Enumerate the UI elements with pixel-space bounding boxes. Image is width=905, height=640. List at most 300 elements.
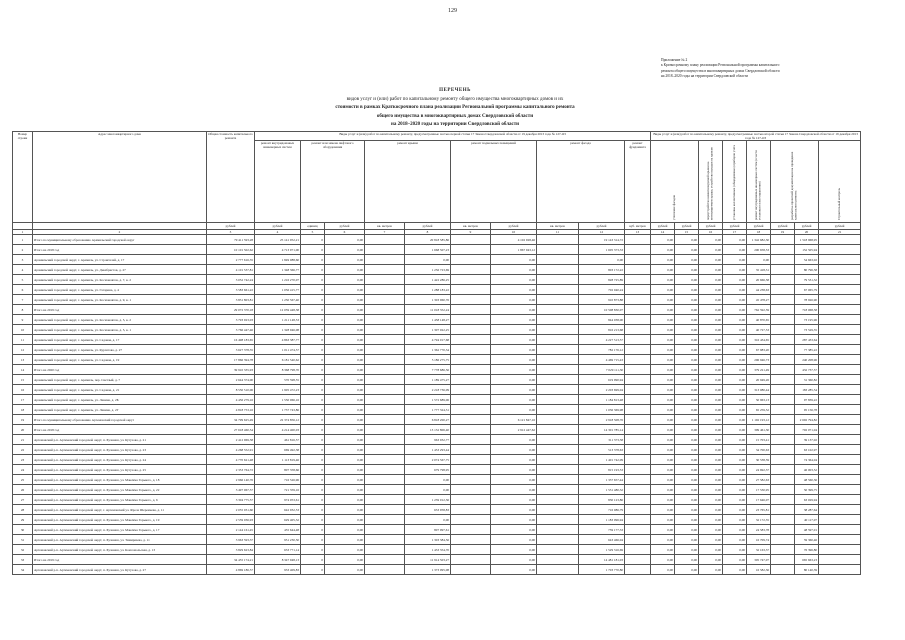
row-value	[365, 525, 405, 535]
header-num: Номер строки	[13, 132, 33, 223]
row-value: 25 141 952,21	[255, 235, 301, 245]
row-number: 18	[13, 405, 33, 415]
row-value	[451, 535, 491, 545]
row-value	[365, 285, 405, 295]
row-value: 0,00	[723, 365, 747, 375]
row-value: 0,00	[491, 555, 537, 565]
row-number: 17	[13, 395, 33, 405]
row-value: 1 572 689,06	[405, 395, 451, 405]
appendix-note	[661, 58, 851, 80]
row-value: 34 455 174,21	[207, 555, 255, 565]
row-value: 679 798,95	[405, 465, 451, 475]
row-value: 0,00	[675, 285, 699, 295]
row-value	[537, 475, 579, 485]
row-value	[365, 465, 405, 475]
row-value: 0,00	[699, 285, 723, 295]
row-value: 0	[301, 265, 325, 275]
table-row	[13, 365, 861, 375]
row-value	[451, 315, 491, 325]
row-value: 0,00	[325, 375, 365, 385]
row-value: 0,00	[491, 325, 537, 335]
table-row	[13, 495, 861, 505]
row-value: 4 227 513,57	[579, 335, 625, 345]
row-value: 951 230,50	[255, 535, 301, 545]
row-value: 14 301 785,14	[579, 425, 625, 435]
row-value: 76 396,80	[795, 545, 819, 555]
unit-cell: рублей	[651, 223, 675, 230]
row-value: 79 411 593,28	[207, 235, 255, 245]
row-value	[625, 475, 651, 485]
row-value: 8 550 510,06	[207, 385, 255, 395]
row-value: 0,00	[723, 245, 747, 255]
row-value: 0	[301, 405, 325, 415]
row-value: 1 867 943,12	[491, 245, 537, 255]
row-value	[625, 415, 651, 425]
unit-cell: куб. метров	[625, 223, 651, 230]
row-value: 0,00	[723, 425, 747, 435]
row-value: 0,00	[699, 555, 723, 565]
row-value: 0,00	[675, 535, 699, 545]
unit-cell: рублей	[795, 223, 819, 230]
row-value: 0,00	[675, 415, 699, 425]
row-value: 0	[301, 295, 325, 305]
row-value	[451, 435, 491, 445]
row-value	[451, 355, 491, 365]
row-value: 0,00	[723, 305, 747, 315]
row-value: 2 203 699,04	[579, 385, 625, 395]
row-value	[365, 245, 405, 255]
row-value: 1 328 946,08	[255, 325, 301, 335]
table-row	[13, 385, 861, 395]
row-value	[771, 555, 795, 565]
table-row	[13, 465, 861, 475]
row-value: 0,00	[675, 365, 699, 375]
table-row	[13, 315, 861, 325]
row-value	[537, 335, 579, 345]
row-value	[537, 405, 579, 415]
header-group1: Виды услуг и (или) работ по капитальному ремонту, предусмотренные частью первой статьи 17 Закона Свердловской области от 19 декабря 2013 года № 127-ОЗ	[255, 132, 651, 141]
row-value: 80 140,39	[795, 565, 819, 575]
row-value: 0,00	[325, 415, 365, 425]
row-value: 16 498 183,65	[207, 335, 255, 345]
row-value: 3 583 661,22	[207, 285, 255, 295]
row-value	[537, 525, 579, 535]
row-value: 0,00	[723, 235, 747, 245]
row-value: 0	[301, 285, 325, 295]
row-value	[625, 235, 651, 245]
row-value: 0	[301, 375, 325, 385]
row-value: 0	[301, 545, 325, 555]
row-value: 0,00	[675, 305, 699, 315]
row-value: 1 303 960,76	[405, 295, 451, 305]
row-value: 32 172,35	[747, 515, 771, 525]
row-value	[365, 375, 405, 385]
row-value: 4 869 186,57	[207, 565, 255, 575]
row-value	[365, 335, 405, 345]
row-value	[771, 455, 795, 465]
row-value: 4 863 387,77	[255, 335, 301, 345]
document-title	[205, 87, 705, 130]
title-line: стоимости в рамках Краткосрочного плана реализации Региональной программы капитального ремонта	[335, 105, 575, 111]
unit-cell: рублей	[675, 223, 699, 230]
row-value	[771, 365, 795, 375]
column-number: 8	[405, 230, 451, 235]
row-value: 718 068,58	[795, 305, 819, 315]
row-value: 803 172,22	[579, 265, 625, 275]
row-value: 2 918 508,76	[579, 415, 625, 425]
unit-cell: рублей	[491, 223, 537, 230]
row-value: 152 505,94	[795, 245, 819, 255]
row-value: 0	[301, 255, 325, 265]
row-number: 5	[13, 275, 33, 285]
header-sub: ремонт крыши	[365, 141, 451, 223]
row-address: Арамильский городской округ, г. Арамиль, ул. Космонавтов, д. 7, к. 2	[33, 275, 207, 285]
row-value: 19 143 314,72	[579, 235, 625, 245]
row-value: 0,00	[675, 325, 699, 335]
row-value	[537, 435, 579, 445]
table-row	[13, 415, 861, 425]
row-value: 4 101 537,81	[207, 265, 255, 275]
row-value: 0,00	[723, 325, 747, 335]
row-value: 65 259,52	[747, 405, 771, 415]
row-value	[451, 235, 491, 245]
row-value: 40 117,07	[795, 515, 819, 525]
row-number: 34	[13, 565, 33, 575]
row-value: 716 086,79	[579, 505, 625, 515]
row-value: 0,00	[491, 455, 537, 465]
row-value: 0,00	[675, 525, 699, 535]
row-value: 16 582,36	[747, 565, 771, 575]
row-number: 7	[13, 295, 33, 305]
row-value: 0,00	[651, 365, 675, 375]
row-number: 6	[13, 285, 33, 295]
row-value	[819, 485, 861, 495]
row-value: 0,00	[651, 435, 675, 445]
row-value: 0,00	[651, 565, 675, 575]
row-value: 4 770 621,48	[207, 455, 255, 465]
row-value: 1 239 012,36	[405, 495, 451, 505]
row-value	[451, 265, 491, 275]
row-value: 0,00	[699, 395, 723, 405]
row-value: 0	[301, 345, 325, 355]
row-value: 0,00	[325, 455, 365, 465]
row-value	[451, 465, 491, 475]
row-value	[365, 505, 405, 515]
table-row	[13, 375, 861, 385]
row-value: 669 492,38	[255, 445, 301, 455]
row-value: 0,00	[651, 495, 675, 505]
row-value	[771, 345, 795, 355]
unit-cell	[13, 223, 33, 230]
row-value: 0,00	[491, 405, 537, 415]
row-value	[819, 305, 861, 315]
row-value: 1 216 270,07	[255, 275, 301, 285]
row-value	[819, 335, 861, 345]
row-value	[451, 395, 491, 405]
column-number: 16	[699, 230, 723, 235]
row-value	[365, 265, 405, 275]
row-value: 0	[301, 415, 325, 425]
row-value: 48 597,01	[795, 525, 819, 535]
table-row	[13, 435, 861, 445]
header-vertical-text: переустройство невентилируемой крыши на вентилируемую крышу, устройство выходов на кровлю	[706, 147, 714, 220]
row-value	[625, 385, 651, 395]
row-value: 0,00	[651, 335, 675, 345]
row-value: 8 347 948,13	[255, 555, 301, 565]
row-value: 0,00	[325, 385, 365, 395]
row-value: 0,00	[723, 515, 747, 525]
row-value: 0,00	[325, 295, 365, 305]
row-value	[819, 395, 861, 405]
row-value	[625, 505, 651, 515]
row-address: Артемовский р.п. Артемовский городской округ, п. Буланаш, ул. Максима Горького, д. 6	[33, 495, 207, 505]
row-value: 0,00	[723, 545, 747, 555]
row-value	[537, 395, 579, 405]
row-value	[537, 465, 579, 475]
row-value: 0,00	[651, 535, 675, 545]
row-value	[537, 315, 579, 325]
row-value: 80 796,58	[795, 265, 819, 275]
row-value	[625, 455, 651, 465]
row-value: 807 358,66	[255, 465, 301, 475]
row-value: 0	[301, 525, 325, 535]
row-value	[819, 265, 861, 275]
row-number: 33	[13, 555, 33, 565]
row-value	[365, 455, 405, 465]
row-value: 0,00	[651, 295, 675, 305]
row-value	[451, 305, 491, 315]
row-value: 0,00	[325, 495, 365, 505]
row-value: 0,00	[325, 265, 365, 275]
unit-cell: рублей	[207, 223, 255, 230]
row-value: 305 747,07	[747, 555, 771, 565]
row-number: 15	[13, 375, 33, 385]
row-value	[819, 515, 861, 525]
works-table	[12, 131, 861, 575]
row-value: 0,00	[675, 445, 699, 455]
row-value: 0,00	[325, 335, 365, 345]
row-value: 0	[301, 475, 325, 485]
row-value: 461 816,57	[255, 435, 301, 445]
row-value: 0,00	[325, 345, 365, 355]
row-value	[451, 425, 491, 435]
row-value: 0,00	[651, 465, 675, 475]
row-value	[451, 445, 491, 455]
row-value: 0	[301, 515, 325, 525]
row-value: 0	[301, 455, 325, 465]
row-value	[451, 345, 491, 355]
row-value: 0	[301, 555, 325, 565]
column-number: 18	[747, 230, 771, 235]
row-value	[451, 515, 491, 525]
row-value: 32 163,37	[747, 545, 771, 555]
row-value: 0,00	[651, 275, 675, 285]
row-value	[819, 385, 861, 395]
row-value: 4 469 715,43	[579, 355, 625, 365]
row-value: 0,00	[491, 445, 537, 455]
row-value	[819, 365, 861, 375]
row-value	[625, 305, 651, 315]
row-value: 40 870,65	[747, 315, 771, 325]
unit-cell: рублей	[747, 223, 771, 230]
table-row	[13, 565, 861, 575]
row-address: Арамильский городской округ, г. Арамиль, ул. Космонавтов, д. 9, к. 1	[33, 295, 207, 305]
row-value: 0,00	[723, 485, 747, 495]
row-value: 830 123,86	[579, 495, 625, 505]
row-address: Артемовский р.п. Артемовский городской округ, п. Буланаш, ул. Максима Горького, д. 19	[33, 515, 207, 525]
row-value: 0,00	[651, 415, 675, 425]
column-number: 15	[675, 230, 699, 235]
row-value: 0,00	[491, 255, 537, 265]
row-value: 1 905 472,23	[255, 385, 301, 395]
row-value: 17 646,07	[747, 495, 771, 505]
row-value: 74 364,04	[795, 455, 819, 465]
row-value: 46 003,52	[795, 465, 819, 475]
row-value: 0,00	[651, 525, 675, 535]
row-value: 1 529 316,69	[579, 545, 625, 555]
header-vertical-text: ремонт внутридомовых инженерных систем (в части установки узлов управления)	[754, 150, 762, 220]
row-value: 0,00	[675, 345, 699, 355]
row-value: 4 268 552,91	[207, 445, 255, 455]
row-value	[819, 375, 861, 385]
row-value	[771, 525, 795, 535]
row-value: 0,00	[675, 425, 699, 435]
row-value: 0,00	[325, 525, 365, 535]
row-value: 63 102,97	[795, 445, 819, 455]
row-value: 7 778 686,56	[405, 365, 451, 375]
row-value: 0,00	[491, 355, 537, 365]
table-row	[13, 295, 861, 305]
row-value: 0,00	[651, 265, 675, 275]
row-value	[625, 515, 651, 525]
row-value: 0,00	[699, 565, 723, 575]
row-value: 3 829 623,84	[207, 545, 255, 555]
table-row	[13, 265, 861, 275]
row-value: 3 766 447,46	[207, 325, 255, 335]
row-value	[819, 255, 861, 265]
row-value: 2 644 374,00	[207, 375, 255, 385]
row-number: 28	[13, 505, 33, 515]
unit-cell: рублей	[579, 223, 625, 230]
row-value	[365, 425, 405, 435]
row-value: 0	[301, 385, 325, 395]
row-value	[365, 315, 405, 325]
row-number: 30	[13, 525, 33, 535]
row-value: 3 627 378,35	[207, 345, 255, 355]
header-vertical-text: разработка проектной документации на проведение капитального ремонта	[790, 151, 798, 220]
row-value: 73 529,35	[795, 325, 819, 335]
title-line: видов услуг и (или) работ по капитальному ремонту общего имущества многоквартирных домов и их	[346, 96, 564, 102]
row-value: 0,00	[723, 275, 747, 285]
row-value: 12 059 448,38	[255, 305, 301, 315]
row-value: 0,00	[491, 295, 537, 305]
row-value	[365, 385, 405, 395]
row-address: Артемовский р.п. Артемовский городской округ, п. Буланаш, ул. Максима Горького, д. 18	[33, 475, 207, 485]
row-value: 1 531 480,32	[579, 485, 625, 495]
row-address: Арамильский городской округ, г. Арамиль, ул. Космонавтов, д. 5, к. 2	[33, 315, 207, 325]
row-value: 0	[301, 465, 325, 475]
row-number: 14	[13, 365, 33, 375]
row-value	[365, 235, 405, 245]
row-value	[771, 535, 795, 545]
row-value: 0,00	[723, 525, 747, 535]
row-address: Арамильский городской округ, г. Арамиль, ул. Ленина, д. 2Б	[33, 395, 207, 405]
row-value: 183 285,54	[795, 385, 819, 395]
row-value: 1 342 682,30	[747, 235, 771, 245]
row-value: 910 873,88	[579, 295, 625, 305]
row-value	[771, 235, 795, 245]
row-value: 0,00	[491, 495, 537, 505]
row-value: 0,00	[699, 365, 723, 375]
row-value: 643 466,04	[579, 535, 625, 545]
row-number: 31	[13, 535, 33, 545]
column-number: 7	[365, 230, 405, 235]
row-value	[819, 465, 861, 475]
row-value	[451, 295, 491, 305]
row-value: 2 144 161,45	[207, 525, 255, 535]
header-vertical	[771, 141, 819, 223]
row-value: 0,00	[491, 265, 537, 275]
row-value	[819, 235, 861, 245]
row-value: 0,00	[325, 315, 365, 325]
row-value: 0	[301, 315, 325, 325]
row-address: Арамильский городской округ, г. Арамиль, ул. Космонавтов, д. 5, к. 1	[33, 325, 207, 335]
row-address: Итого на 2018 год	[33, 245, 207, 255]
row-value	[537, 505, 579, 515]
row-value	[625, 365, 651, 375]
row-value: 0,00	[699, 345, 723, 355]
row-value: 0,00	[325, 445, 365, 455]
row-value	[819, 295, 861, 305]
row-value: 0	[301, 445, 325, 455]
row-value: 665 663,23	[795, 555, 819, 565]
row-value: 27 582,63	[747, 475, 771, 485]
row-value: 3 304 775,57	[207, 495, 255, 505]
row-value: 4 214 400,03	[255, 425, 301, 435]
row-value: 0,00	[579, 255, 625, 265]
row-value: 16 709,74	[747, 535, 771, 545]
row-value: 0,00	[699, 455, 723, 465]
row-value: 287 433,64	[795, 335, 819, 345]
row-value: 0,00	[723, 315, 747, 325]
row-value: 0	[301, 365, 325, 375]
row-value	[537, 295, 579, 305]
row-value	[771, 495, 795, 505]
row-value	[819, 275, 861, 285]
row-value: 721 359,16	[255, 485, 301, 495]
row-value	[819, 285, 861, 295]
row-value: 0,00	[675, 295, 699, 305]
row-value	[451, 495, 491, 505]
row-value	[537, 265, 579, 275]
table-row	[13, 335, 861, 345]
row-value	[537, 255, 579, 265]
row-value: 1 453 293,44	[405, 445, 451, 455]
header-vertical	[747, 141, 771, 223]
row-value	[537, 305, 579, 315]
row-value: 933 409,83	[255, 565, 301, 575]
row-value: 2 692 794,82	[795, 415, 819, 425]
row-value	[771, 245, 795, 255]
row-value: 0,00	[699, 265, 723, 275]
row-value: 63 029,94	[795, 495, 819, 505]
row-value	[625, 555, 651, 565]
row-value: 0,00	[675, 495, 699, 505]
row-value: 1 250 567,40	[255, 295, 301, 305]
row-value: 0,00	[325, 395, 365, 405]
row-value	[625, 325, 651, 335]
column-number: 11	[537, 230, 579, 235]
